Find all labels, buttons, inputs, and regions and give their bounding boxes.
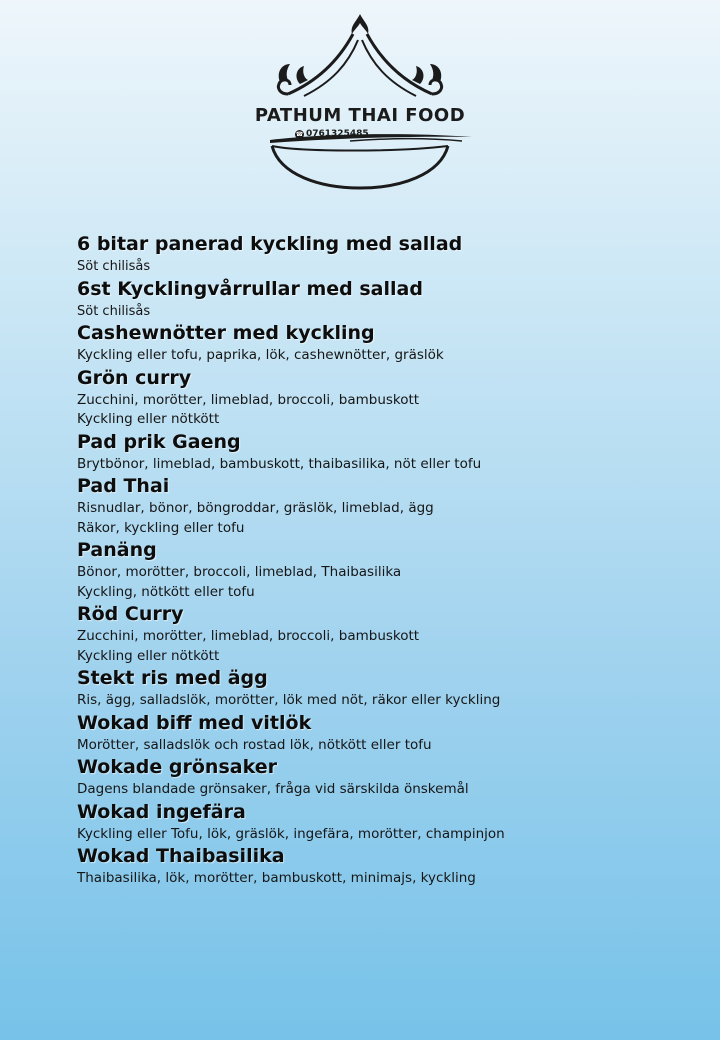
phone-number-text: 0761325485 — [306, 129, 369, 139]
menu-item — [77, 711, 697, 756]
menu-item-name: Pad Thai — [77, 475, 170, 497]
menu-item-description: Zucchini, morötter, limeblad, broccoli, bambuskott — [77, 391, 420, 408]
menu-item-name: Grön curry — [77, 366, 192, 389]
menu-item-description: Dagens blandade grönsaker, fråga vid särskilda önskemål — [77, 781, 469, 797]
menu-item-name: Wokad biff med vitlök — [77, 711, 312, 734]
menu-item — [77, 666, 697, 711]
whatsapp-icon: ☎ — [295, 130, 304, 138]
menu-item-description: Ris, ägg, salladslök, morötter, lök med nöt, räkor eller kyckling — [77, 692, 501, 708]
menu-item-name: Stekt ris med ägg — [77, 667, 268, 689]
menu-item-name: Röd Curry — [77, 603, 184, 625]
menu-item-description: Bönor, morötter, broccoli, limeblad, Thaibasilika — [77, 564, 402, 580]
menu-item-description: Thaibasilika, lök, morötter, bambuskott, minimajs, kyckling — [77, 870, 476, 886]
menu-item-name: Wokad Thaibasilika — [77, 845, 285, 867]
menu-item — [77, 800, 697, 845]
menu-item-name: Cashewnötter med kyckling — [77, 322, 375, 344]
menu-item-description: Söt chilisås — [77, 303, 151, 319]
menu-item-description: Zucchini, morötter, limeblad, broccoli, bambuskott — [77, 628, 420, 644]
menu-item-description: Morötter, salladslök och rostad lök, nötkött eller tofu — [77, 736, 432, 753]
menu-item — [77, 321, 697, 366]
menu-list — [77, 232, 697, 889]
thai-roof-bowl-logo-graphic — [240, 10, 480, 192]
menu-item — [77, 366, 697, 430]
phone-number — [295, 129, 369, 139]
menu-item — [77, 430, 697, 475]
menu-item-description: Kyckling eller tofu, paprika, lök, cashewnötter, gräslök — [77, 347, 444, 363]
menu-item-protein-options: Kyckling eller nötkött — [77, 647, 220, 664]
menu-item-name: Panäng — [77, 539, 157, 561]
menu-item-protein-options: Kyckling eller nötkött — [77, 411, 220, 427]
menu-item-description: Söt chilisås — [77, 259, 151, 274]
menu-item-description: Risnudlar, bönor, böngroddar, gräslök, limeblad, ägg — [77, 500, 434, 516]
menu-item — [77, 602, 697, 666]
menu-item — [77, 538, 697, 602]
menu-item — [77, 474, 697, 538]
menu-item-protein-options: Kyckling, nötkött eller tofu — [77, 583, 255, 600]
menu-item-name: Wokade grönsaker — [77, 756, 277, 778]
restaurant-logo — [240, 10, 480, 192]
menu-item-name: Wokad ingefära — [77, 800, 246, 823]
restaurant-name: PATHUM THAI FOOD — [254, 105, 466, 126]
menu-item-protein-options: Räkor, kyckling eller tofu — [77, 519, 245, 536]
menu-item-description: Kyckling eller Tofu, lök, gräslök, ingefära, morötter, champinjon — [77, 825, 505, 842]
menu-item — [77, 844, 697, 889]
menu-item-description: Brytbönor, limeblad, bambuskott, thaibasilika, nöt eller tofu — [77, 455, 482, 472]
menu-item — [77, 755, 697, 800]
menu-item — [77, 232, 697, 277]
menu-item — [77, 277, 697, 322]
menu-item-name: 6st Kycklingvårrullar med sallad — [77, 277, 423, 300]
menu-item-name: 6 bitar panerad kyckling med sallad — [77, 233, 463, 255]
menu-item-name: Pad prik Gaeng — [77, 430, 241, 453]
